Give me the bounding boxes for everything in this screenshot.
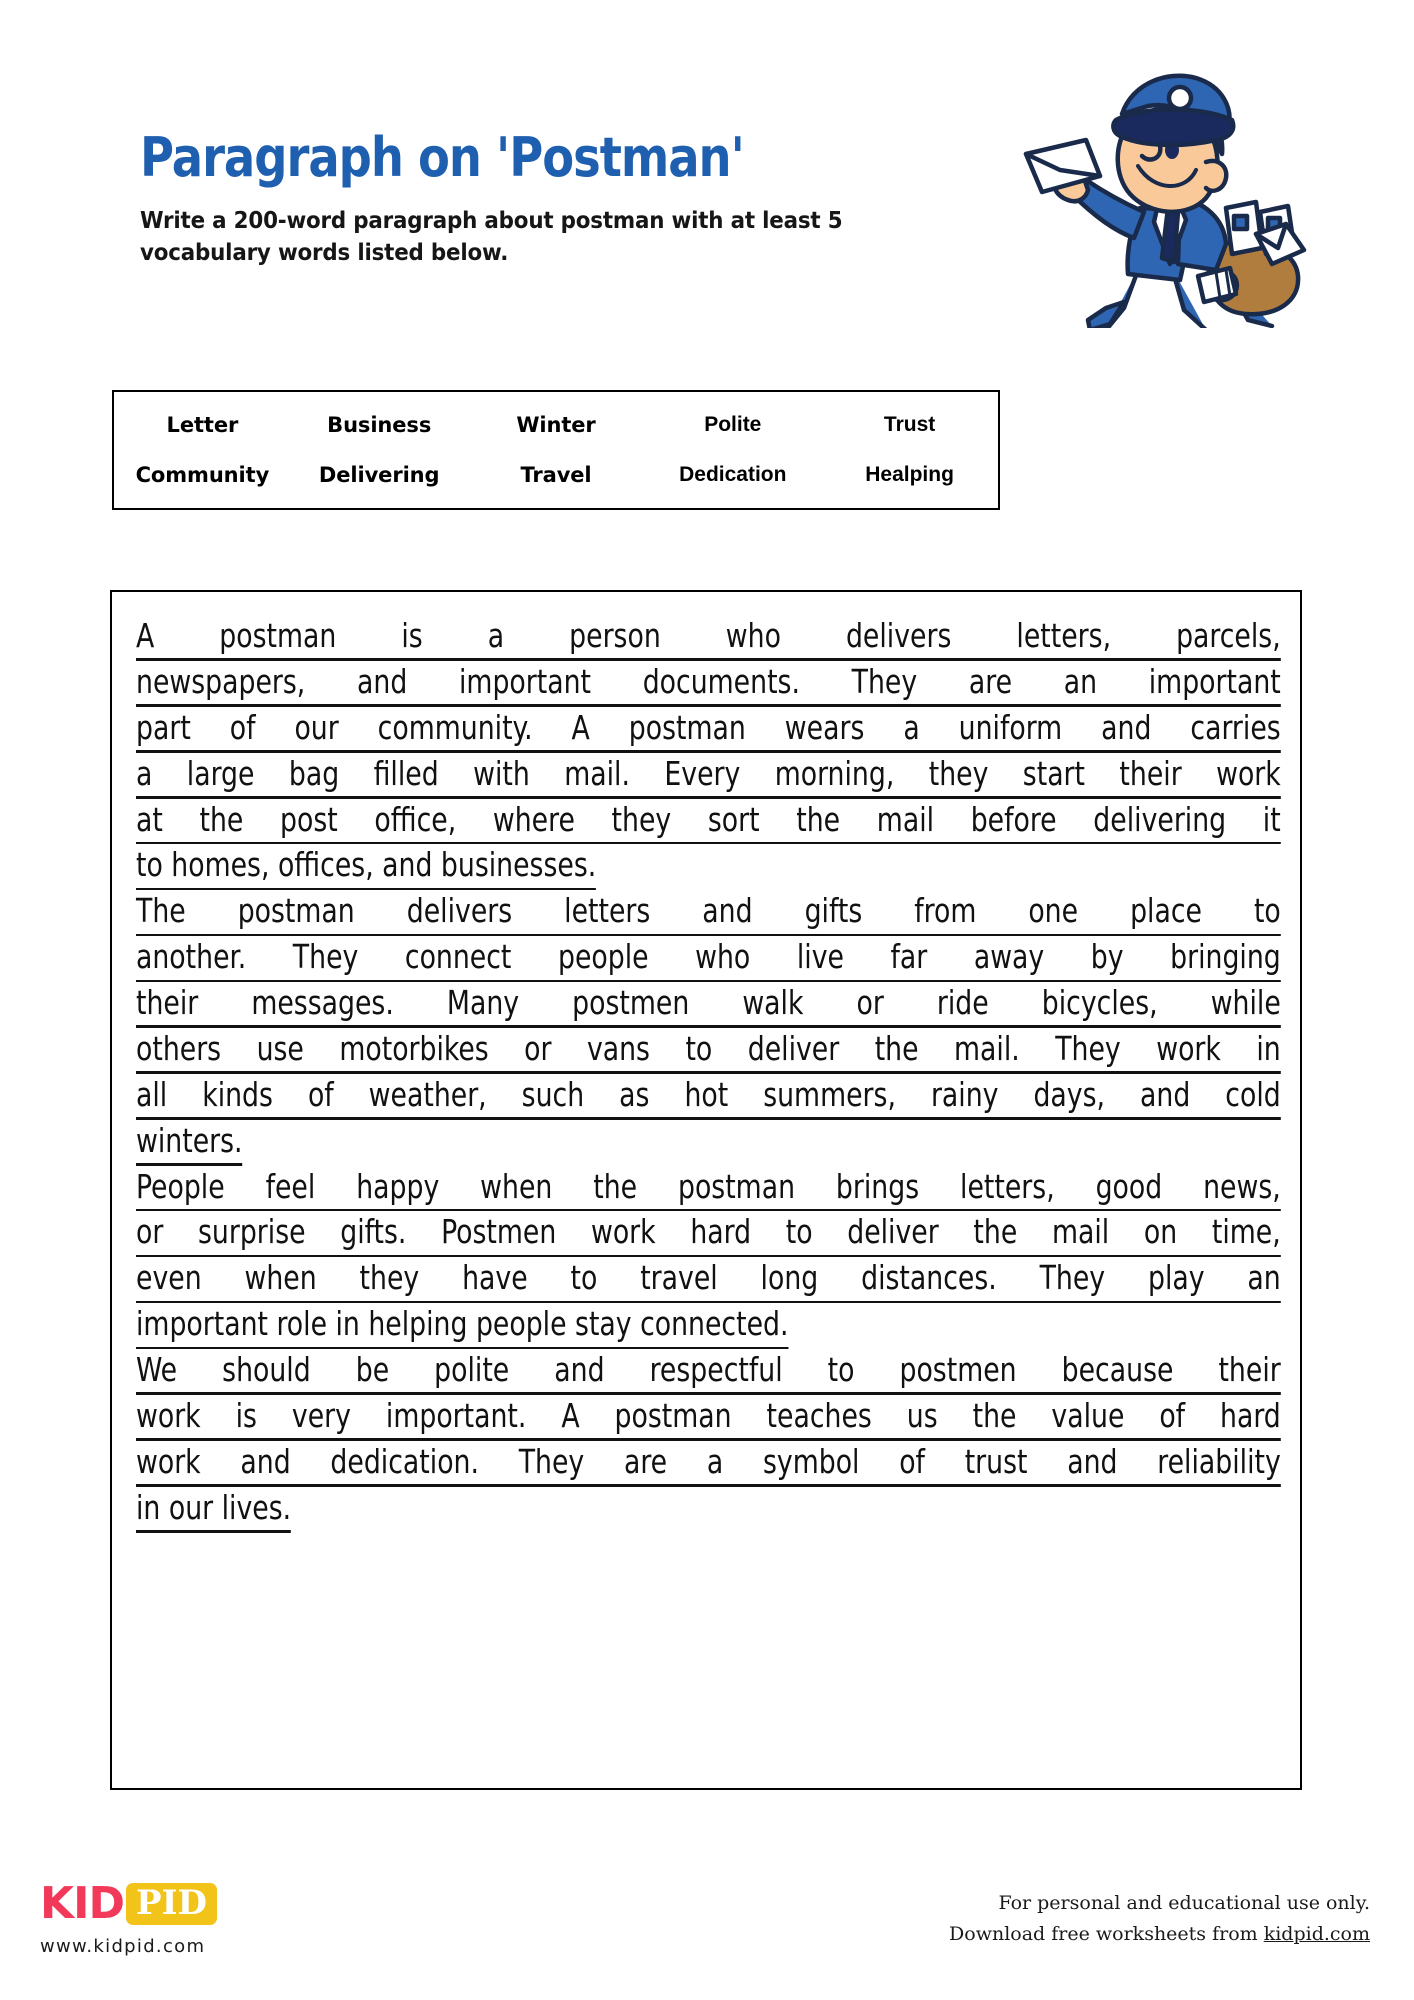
answer-word: important — [459, 661, 592, 701]
answer-word: of — [307, 1074, 334, 1114]
answer-word: and — [240, 1441, 291, 1481]
answer-line — [136, 935, 1281, 981]
vocabulary-word: Letter — [166, 413, 239, 437]
answer-word: days, — [1033, 1074, 1106, 1114]
answer-word: parcels, — [1176, 616, 1281, 655]
answer-word: mail — [1051, 1212, 1110, 1252]
logo-pid-badge: PID — [126, 1883, 217, 1925]
answer-word: postmen — [899, 1350, 1017, 1389]
answer-word: walk — [742, 983, 804, 1022]
answer-word: a — [706, 1441, 724, 1481]
answer-word: be — [355, 1350, 390, 1389]
answer-word: when — [244, 1258, 317, 1298]
answer-word: start — [1022, 753, 1086, 793]
answer-word: work — [590, 1212, 656, 1252]
answer-line: to homes, offices, and businesses. — [136, 843, 596, 889]
answer-word: gifts — [804, 891, 863, 931]
answer-word: of — [1159, 1395, 1186, 1435]
answer-word: play — [1147, 1258, 1205, 1298]
answer-word: deliver — [847, 1212, 939, 1252]
answer-word: their — [1218, 1350, 1281, 1389]
answer-word: delivering — [1093, 799, 1227, 839]
answer-word: to — [570, 1258, 598, 1298]
vocabulary-box — [112, 390, 1000, 510]
answer-word: They — [1039, 1258, 1106, 1298]
answer-line — [136, 1348, 1281, 1394]
answer-word: and — [554, 1350, 605, 1389]
answer-word: and — [1101, 707, 1152, 747]
answer-word: distances. — [861, 1258, 997, 1298]
answer-word: should — [222, 1350, 311, 1389]
answer-word: hard — [690, 1212, 752, 1252]
answer-line — [136, 1256, 1281, 1302]
vocabulary-word: Delivering — [318, 463, 440, 487]
answer-word: live — [796, 937, 844, 977]
answer-word: cold — [1225, 1074, 1281, 1114]
answer-word: and — [702, 891, 753, 931]
answer-word: weather, — [368, 1074, 487, 1114]
answer-word: their — [136, 983, 199, 1022]
answer-word: before — [970, 799, 1057, 839]
answer-word: filled — [373, 753, 439, 793]
answer-word: mail. — [954, 1028, 1020, 1068]
vocabulary-word: Healping — [865, 463, 954, 486]
answer-line — [136, 1165, 1281, 1211]
answer-line — [136, 1027, 1281, 1073]
answer-word: reliability — [1157, 1441, 1281, 1481]
page-instructions: Write a 200-word paragraph about postman with at least 5 vocabulary words listed below. — [140, 207, 843, 267]
page-title: Paragraph on 'Postman' — [140, 126, 744, 189]
answer-word: value — [1051, 1395, 1125, 1435]
answer-line — [136, 614, 1281, 660]
logo-kid-text: KID — [40, 1878, 124, 1929]
answer-word: bag — [288, 753, 340, 793]
answer-word: as — [619, 1074, 650, 1114]
answer-word: use — [256, 1028, 304, 1068]
answer-word: or — [524, 1028, 552, 1068]
answer-word: postman — [237, 891, 355, 931]
answer-word: are — [623, 1441, 668, 1481]
answer-word: the — [973, 1212, 1018, 1252]
answer-word: office, — [374, 799, 457, 839]
answer-line — [136, 660, 1281, 706]
answer-word: they — [928, 753, 989, 793]
answer-word: of — [899, 1441, 925, 1481]
footer-download-prefix: Download free worksheets from — [949, 1923, 1264, 1946]
answer-word: it — [1262, 799, 1281, 839]
answer-word: even — [136, 1258, 202, 1298]
answer-word: are — [968, 661, 1013, 701]
answer-word: They — [518, 1441, 585, 1481]
answer-word: very — [291, 1395, 351, 1435]
answer-word: work — [136, 1395, 201, 1435]
answer-word: where — [492, 799, 575, 839]
answer-word: teaches — [766, 1395, 872, 1435]
answer-word: People — [136, 1166, 225, 1206]
answer-line — [136, 752, 1281, 798]
answer-word: in — [1256, 1028, 1281, 1068]
answer-word: letters — [564, 891, 651, 931]
logo-mark — [40, 1880, 300, 1928]
answer-word: delivers — [406, 891, 513, 931]
answer-word: work — [1156, 1028, 1221, 1068]
answer-word: mail — [876, 799, 935, 839]
answer-word: gifts. — [340, 1212, 407, 1252]
answer-word: uniform — [958, 707, 1063, 747]
answer-word: respectful — [649, 1350, 783, 1389]
footer-usage-line: For personal and educational use only. — [998, 1892, 1370, 1914]
answer-word: postman — [677, 1166, 796, 1206]
answer-word: Many — [446, 983, 520, 1022]
answer-word: community. — [377, 707, 533, 747]
answer-word: travel — [640, 1258, 718, 1298]
answer-word: their — [1119, 753, 1182, 793]
answer-word: dedication. — [330, 1441, 479, 1481]
vocabulary-word: Business — [327, 413, 432, 437]
answer-word: by — [1090, 937, 1124, 977]
answer-word: a — [487, 616, 505, 655]
answer-word: on — [1143, 1212, 1178, 1252]
answer-word: far — [890, 937, 928, 977]
answer-word: morning, — [774, 753, 895, 793]
answer-word: A — [561, 1395, 580, 1435]
answer-word: time, — [1211, 1212, 1281, 1252]
answer-word: of — [229, 707, 256, 747]
answer-word: summers, — [763, 1074, 896, 1114]
answer-word: ride — [936, 983, 989, 1022]
answer-word: news, — [1203, 1166, 1281, 1206]
answer-line: important role in helping people stay connected. — [136, 1302, 789, 1348]
answer-word: kinds — [202, 1074, 273, 1114]
answer-word: a — [903, 707, 920, 747]
answer-word: letters, — [1016, 616, 1112, 655]
answer-word: postman — [614, 1395, 732, 1435]
answer-word: from — [914, 891, 977, 931]
footer-download-line — [949, 1919, 1370, 1950]
answer-line — [136, 889, 1281, 935]
answer-word: all — [136, 1074, 168, 1114]
answer-word: the — [796, 799, 841, 839]
answer-word: hard — [1220, 1395, 1281, 1435]
answer-word: another. — [136, 937, 247, 977]
answer-line: in our lives. — [136, 1486, 291, 1532]
answer-word: Every — [664, 753, 741, 793]
answer-word: bringing — [1170, 937, 1281, 977]
answer-word: polite — [434, 1350, 510, 1389]
vocabulary-row — [114, 463, 998, 487]
answer-word: the — [874, 1028, 919, 1068]
vocabulary-row — [114, 413, 998, 437]
answer-word: motorbikes — [339, 1028, 489, 1068]
answer-word: us — [906, 1395, 938, 1435]
answer-word: with — [473, 753, 530, 793]
answer-word: to — [685, 1028, 713, 1068]
kidpid-link[interactable]: kidpid.com — [1263, 1923, 1370, 1946]
answer-word: mail. — [564, 753, 630, 793]
answer-word: or — [136, 1212, 164, 1252]
answer-word: to — [1253, 891, 1281, 931]
kidpid-logo — [40, 1880, 300, 1957]
answer-word: and — [1140, 1074, 1191, 1114]
answer-word: others — [136, 1028, 222, 1068]
answer-word: one — [1028, 891, 1079, 931]
answer-word: documents. — [642, 661, 800, 701]
answer-word: brings — [835, 1166, 920, 1206]
answer-word: feel — [265, 1166, 316, 1206]
answer-word: part — [136, 707, 191, 747]
answer-word: or — [856, 983, 884, 1022]
answer-word: work — [1216, 753, 1281, 793]
answer-word: messages. — [251, 983, 394, 1022]
answer-word: an — [1063, 661, 1098, 701]
answer-word: is — [235, 1395, 257, 1435]
answer-line — [136, 1440, 1281, 1486]
answer-word: who — [725, 616, 781, 655]
answer-word: important — [1148, 661, 1281, 701]
answer-word: surprise — [198, 1212, 306, 1252]
answer-word: work — [136, 1441, 201, 1481]
vocabulary-word: Polite — [704, 413, 762, 436]
answer-word: hot — [684, 1074, 729, 1114]
answer-word: the — [593, 1166, 638, 1206]
answer-word: good — [1095, 1166, 1163, 1206]
answer-word: people — [557, 937, 649, 977]
answer-word: an — [1247, 1258, 1281, 1298]
answer-word: letters, — [960, 1166, 1055, 1206]
answer-word: sort — [707, 799, 760, 839]
answer-word: trust — [964, 1441, 1028, 1481]
answer-word: person — [569, 616, 661, 655]
answer-line — [136, 1210, 1281, 1256]
answer-word: bicycles, — [1041, 983, 1158, 1022]
answer-word: because — [1061, 1350, 1174, 1389]
answer-word: Postmen — [441, 1212, 557, 1252]
answer-word: our — [294, 707, 339, 747]
answer-word: have — [462, 1258, 528, 1298]
answer-word: postmen — [572, 983, 690, 1022]
answer-word: happy — [356, 1166, 440, 1206]
answer-word: to — [785, 1212, 813, 1252]
answer-word: The — [136, 891, 186, 931]
answer-line — [136, 1073, 1281, 1119]
answer-line — [136, 798, 1281, 844]
answer-text — [136, 614, 1281, 1532]
answer-word: the — [972, 1395, 1017, 1435]
answer-word: connect — [404, 937, 512, 977]
answer-word: rainy — [930, 1074, 999, 1114]
vocabulary-word: Trust — [883, 413, 936, 436]
answer-word: A — [136, 616, 155, 655]
answer-word: away — [973, 937, 1045, 977]
answer-word: while — [1210, 983, 1281, 1022]
answer-line — [136, 981, 1281, 1027]
answer-word: when — [480, 1166, 553, 1206]
answer-line: winters. — [136, 1119, 243, 1165]
answer-word: to — [827, 1350, 855, 1389]
vocabulary-word: Dedication — [679, 463, 787, 486]
postman-illustration — [1020, 58, 1320, 328]
answer-word: important. — [385, 1395, 527, 1435]
answer-word: We — [136, 1350, 178, 1389]
answer-word: They — [292, 937, 359, 977]
footer-note — [949, 1888, 1370, 1951]
answer-word: they — [611, 799, 672, 839]
vocabulary-word: Winter — [516, 413, 596, 437]
answer-word: a — [136, 753, 153, 793]
vocabulary-word: Community — [135, 463, 270, 487]
answer-word: and — [357, 661, 408, 701]
answer-word: deliver — [747, 1028, 840, 1068]
answer-word: vans — [586, 1028, 650, 1068]
answer-word: at — [136, 799, 163, 839]
answer-word: They — [851, 661, 918, 701]
answer-word: A — [571, 707, 590, 747]
answer-word: post — [280, 799, 338, 839]
answer-word: the — [199, 799, 244, 839]
answer-word: and — [1067, 1441, 1118, 1481]
vocabulary-word: Travel — [520, 463, 592, 487]
answer-word: such — [521, 1074, 585, 1114]
answer-line — [136, 1394, 1281, 1440]
answer-word: they — [359, 1258, 420, 1298]
answer-box[interactable] — [110, 590, 1302, 1790]
answer-word: wears — [784, 707, 865, 747]
answer-word: who — [695, 937, 751, 977]
logo-website-url: www.kidpid.com — [40, 1936, 206, 1957]
answer-word: postman — [219, 616, 337, 655]
answer-word: is — [401, 616, 423, 655]
worksheet-header — [140, 126, 1020, 270]
answer-line — [136, 706, 1281, 752]
answer-word: postman — [628, 707, 746, 747]
answer-word: symbol — [762, 1441, 860, 1481]
answer-word: They — [1055, 1028, 1121, 1068]
answer-word: place — [1130, 891, 1202, 931]
answer-word: newspapers, — [136, 661, 306, 701]
answer-word: carries — [1190, 707, 1281, 747]
answer-word: large — [186, 753, 255, 793]
answer-word: long — [760, 1258, 819, 1298]
answer-word: delivers — [845, 616, 952, 655]
